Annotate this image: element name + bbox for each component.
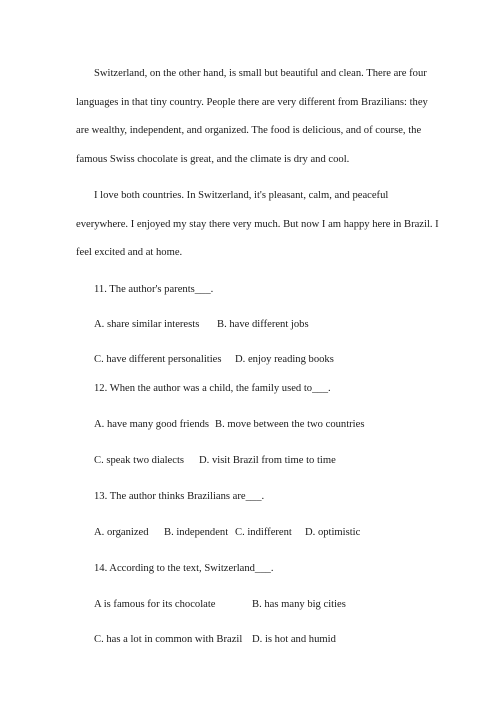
question-13-option-d: D. optimistic: [305, 527, 361, 538]
question-14-option-a: A is famous for its chocolate: [94, 599, 216, 610]
question-12-stem: 12. When the author was a child, the family used to___.: [94, 383, 331, 394]
question-14-option-c: C. has a lot in common with Brazil: [94, 634, 243, 645]
passage-p1-line-3: are wealthy, independent, and organized. The food is delicious, and of course, the: [76, 125, 422, 136]
passage-p1-line-1: Switzerland, on the other hand, is small but beautiful and clean. There are four: [94, 68, 427, 79]
passage-p2-line-2: everywhere. I enjoyed my stay there very much. But now I am happy here in Brazil. I: [76, 219, 439, 230]
passage-p1-line-4: famous Swiss chocolate is great, and the climate is dry and cool.: [76, 154, 350, 165]
question-13-option-c: C. indifferent: [235, 527, 292, 538]
question-14-stem: 14. According to the text, Switzerland___.: [94, 563, 274, 574]
question-12-option-b: B. move between the two countries: [215, 419, 365, 430]
question-11-option-d: D. enjoy reading books: [235, 354, 334, 365]
question-13-option-a: A. organized: [94, 527, 149, 538]
passage-p2-line-1: I love both countries. In Switzerland, it's pleasant, calm, and peaceful: [94, 190, 389, 201]
question-12-option-d: D. visit Brazil from time to time: [199, 455, 336, 466]
question-11-stem: 11. The author's parents___.: [94, 284, 214, 295]
passage-p2-line-3: feel excited and at home.: [76, 247, 183, 258]
passage-p1-line-2: languages in that tiny country. People there are very different from Brazilians: they: [76, 97, 428, 108]
question-11-option-a: A. share similar interests: [94, 319, 200, 330]
question-14-option-d: D. is hot and humid: [252, 634, 336, 645]
question-11-option-c: C. have different personalities: [94, 354, 222, 365]
question-14-option-b: B. has many big cities: [252, 599, 346, 610]
question-12-option-c: C. speak two dialects: [94, 455, 185, 466]
question-13-stem: 13. The author thinks Brazilians are___.: [94, 491, 265, 502]
question-11-option-b: B. have different jobs: [217, 319, 309, 330]
question-12-option-a: A. have many good friends: [94, 419, 210, 430]
question-13-option-b: B. independent: [164, 527, 229, 538]
